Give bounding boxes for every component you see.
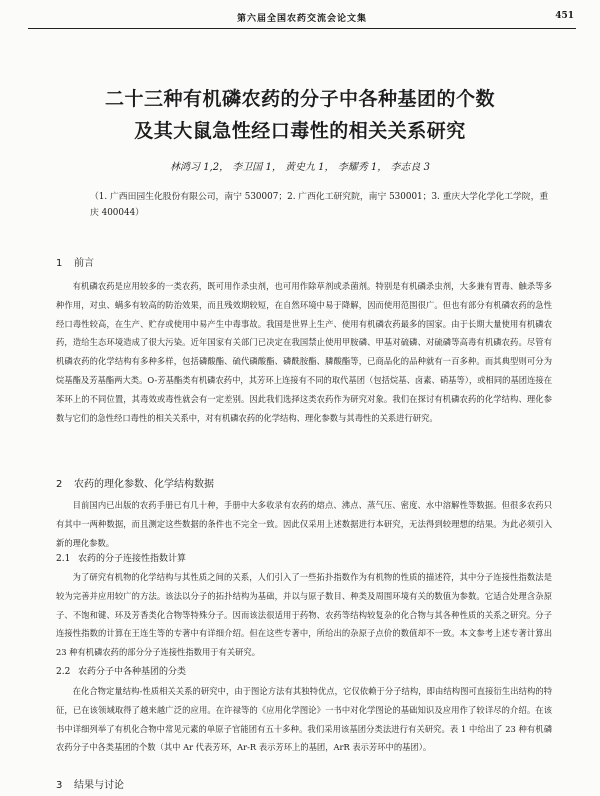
subsection-2-1-heading [56,551,186,564]
subsection-2-2-title: 农药分子中各种基团的分类 [78,667,187,677]
section-1-heading [56,254,94,269]
conference-title: 第六届全国农药交流会论文集 [236,14,367,24]
section-2-title: 农药的理化参数、化学结构数据 [74,479,214,490]
author-list: 林鸿习 1,2， 李卫国 1， 黄史九 1， 李耀秀 1， 李志良 3 [170,162,430,173]
section-3-heading [56,776,124,791]
section-1-title: 前言 [74,258,94,269]
subsection-2-2-number: 2.2 [56,667,71,677]
subsection-2-2-heading [56,664,186,677]
page-number: 451 [555,11,574,21]
subsection-2-1-body: 为了研究有机物的化学结构与其性质之间的关系，人们引入了一些拓扑指数作为有机物的性质的描述符，其中分子连接性指数法是较为完善并应用较广的方法。该法以分子的拓扑结构为基础，并以与原子数目、种类及周围环境有关的数值为参数。它适合处理含杂原子、不饱和键、环及芳香类化合物等特殊分子。因而该法很适用于药物、农药等结构较复杂的化合物与其各种性质的关系之研究。分子连接性指数的计算在王连生等的专著中有详细介绍。但在这些专著中，所给出的杂原子点价的数值却不一致。本文参考上述专著计算出 23 种有机磷农药的部分分子连接性指数用于有关研究。 [56,572,552,658]
section-2-number: 2 [56,479,63,490]
affiliations: （1. 广西田园生化股份有限公司，南宁 530007；2. 广西化工研究院，南宁 530001；3. 重庆大学化学化工学院，重庆 400044） [90,192,549,218]
section-3-title: 结果与讨论 [74,780,124,791]
running-header [28,10,576,29]
subsection-2-1-title: 农药的分子连接性指数计算 [78,554,187,564]
subsection-2-2-body: 在化合物定量结构-性质相关关系的研究中，由于图论方法有其独特优点，它仅依赖于分子结构，即由结构图可直接衍生出结构的特征，已在该领域取得了越来越广泛的应用。在许禄等的《应用化学图论》一书中对化学图论的基础知识及应用作了较详尽的介绍。在该书中详细列举了有机化合物中常见元素的单原子官能团有五十多种。我们采用该基团分类法进行有关研究。表 1 中给出了 23 种有机磷农药分子中各类基团的个数（其中 Ar 代表芳环，Ar-R 表示芳环上的基团，ArR 表示芳环中的基团）。 [56,686,552,753]
section-1-number: 1 [56,258,63,269]
subsection-2-1-number: 2.1 [56,554,71,564]
section-3-number: 3 [56,780,63,791]
section-1-body: 有机磷农药是应用较多的一类农药，既可用作杀虫剂，也可用作除草剂或杀菌剂。特别是有机磷杀虫剂，大多兼有胃毒、触杀等多种作用，对虫、螨多有较高的防治效果，而且残效期较短，在自然环境中易于降解，因而使用范围很广。但也有部分有机磷农药的急性经口毒性较高，在生产、贮存或使用中易产生中毒事故。我国是世界上生产、使用有机磷农药最多的国家。由于长期大量使用有机磷农药，造给生态环境造成了很大污染。近年国家有关部门已决定在我国禁止使用甲胺磷、甲基对硫磷、对硫磷等高毒有机磷农药。尽管有机磷农药的化学结构有多种多样，包括磷酸酯、硫代磷酸酯、磷酰胺酯、膦酸酯等，已商品化的品种就有一百多种。而其典型则可分为烷基酯及芳基酯两大类。O-芳基酯类有机磷农药中，其芳环上连接有不同的取代基团（包括烷基、卤素、硝基等），或相同的基团连接在苯环上的不同位置，其毒效或毒性就会有一定差别。因此我们选择这类农药作为研究对象。我们在探讨有机磷农药的化学结构、理化参数与它们的急性经口毒性的相关关系中，对有机磷农药的化学结构、理化参数与其毒性的关系进行研究。 [56,281,552,423]
paper-title-line-1: 二十三种有机磷农药的分子中各种基团的个数 [104,88,495,110]
paper-title-line-2: 及其大鼠急性经口毒性的相关关系研究 [134,120,466,142]
section-2-heading [56,475,214,490]
section-2-body: 目前国内已出版的农药手册已有几十种，手册中大多收录有农药的熔点、沸点、蒸气压、密度、水中溶解性等数据。但很多农药只有其中一两种数据，而且测定这些数据的条件也不完全一致。因此仅采用上述数据进行本研究，无法得到较理想的结果。为此必须引入新的理化参数。 [56,500,552,548]
